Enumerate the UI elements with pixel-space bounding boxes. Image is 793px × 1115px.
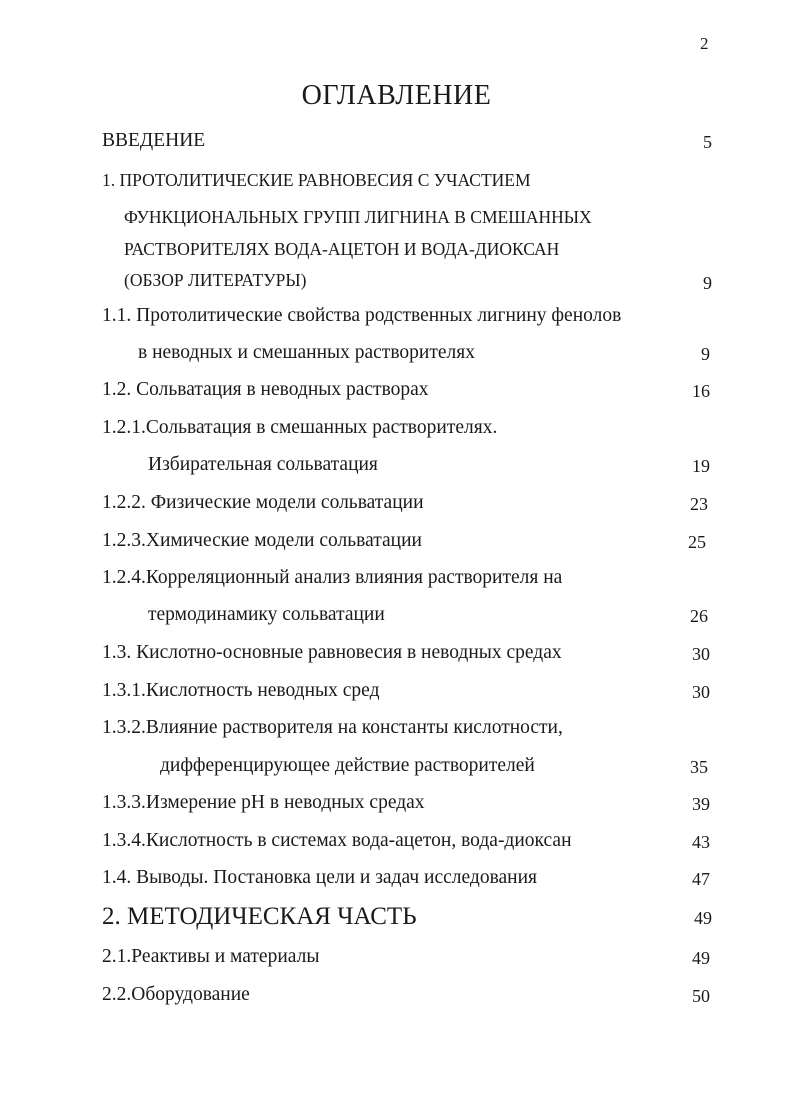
toc-label: (ОБЗОР ЛИТЕРАТУРЫ) (124, 270, 307, 290)
toc-page: 39 (692, 794, 710, 814)
page-number: 2 (700, 34, 709, 53)
toc-label: 1.3.4.Кислотность в системах вода-ацетон, вода-диоксан (102, 830, 572, 851)
page-title: ОГЛАВЛЕНИЕ (301, 80, 492, 111)
toc-page: 49 (692, 948, 710, 968)
toc-label: 1.3.1.Кислотность неводных сред (102, 680, 380, 701)
toc-page: 30 (692, 682, 710, 702)
toc-page: 5 (703, 132, 712, 152)
toc-label: 2. МЕТОДИЧЕСКАЯ ЧАСТЬ (102, 903, 417, 930)
toc-label: 1.2. Сольватация в неводных растворах (102, 379, 429, 400)
toc-page: 43 (692, 832, 710, 852)
toc-page: 26 (690, 606, 708, 626)
toc-label: ВВЕДЕНИЕ (102, 130, 206, 151)
toc-label: в неводных и смешанных растворителях (138, 342, 475, 363)
toc-label: 1.4. Выводы. Постановка цели и задач исследования (102, 867, 538, 888)
toc-label: 1.2.2. Физические модели сольватации (102, 492, 424, 513)
toc-page: 25 (688, 532, 706, 552)
toc-label: 1.2.4.Корреляционный анализ влияния растворителя на (102, 567, 563, 588)
toc-page: 16 (692, 381, 710, 401)
toc-label: 1.3. Кислотно-основные равновесия в неводных средах (102, 642, 562, 663)
toc-label: дифференцирующее действие растворителей (160, 755, 535, 776)
toc-label: 1. ПРОТОЛИТИЧЕСКИЕ РАВНОВЕСИЯ С УЧАСТИЕМ (102, 170, 531, 190)
toc-page: 50 (692, 986, 710, 1006)
toc-page: 9 (703, 273, 712, 293)
toc-label: ФУНКЦИОНАЛЬНЫХ ГРУПП ЛИГНИНА В СМЕШАННЫХ (124, 207, 592, 227)
toc-label: РАСТВОРИТЕЛЯХ ВОДА-АЦЕТОН И ВОДА-ДИОКСАН (124, 239, 560, 259)
toc-page: 9 (701, 344, 710, 364)
toc-label: 2.1.Реактивы и материалы (102, 946, 320, 967)
toc-page: 30 (692, 644, 710, 664)
toc-page: 19 (692, 456, 710, 476)
toc-page: 23 (690, 494, 708, 514)
toc-label: 2.2.Оборудование (102, 984, 250, 1005)
toc-page: 49 (694, 908, 712, 928)
toc-label: Избирательная сольватация (148, 454, 378, 475)
toc-page: 47 (692, 869, 710, 889)
toc-label: 1.1. Протолитические свойства родственных лигнину фенолов (102, 305, 622, 326)
toc-label: термодинамику сольватации (148, 604, 385, 625)
toc-label: 1.2.1.Сольватация в смешанных растворителях. (102, 417, 498, 438)
toc-label: 1.3.3.Измерение рН в неводных средах (102, 792, 425, 813)
toc-label: 1.3.2.Влияние растворителя на константы кислотности, (102, 717, 563, 738)
toc-label: 1.2.3.Химические модели сольватации (102, 530, 422, 551)
toc-page: 35 (690, 757, 708, 777)
